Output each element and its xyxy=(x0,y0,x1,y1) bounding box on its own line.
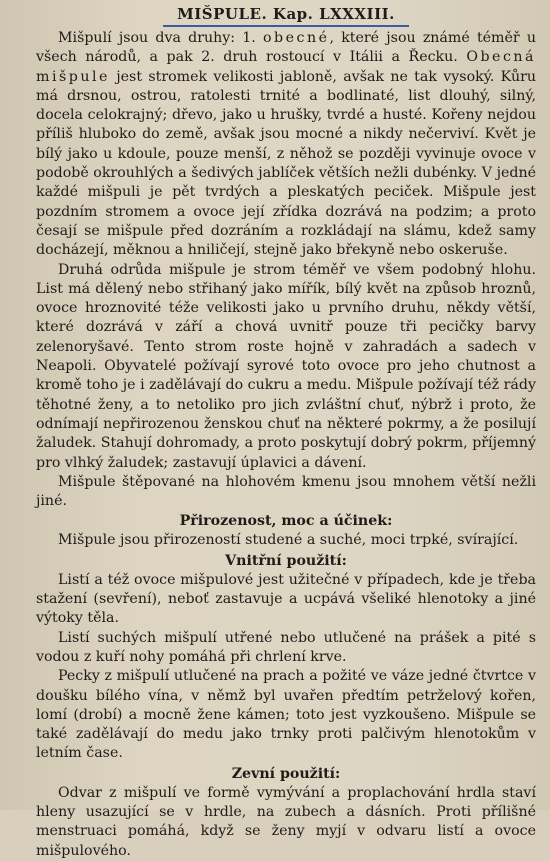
chapter-title xyxy=(163,5,409,27)
paragraph-intro-text-a: Mišpulí jsou dva druhy: 1. xyxy=(58,30,263,46)
chapter-title-row xyxy=(36,4,536,27)
paragraph-external: Odvar z mišpulí ve formě vymývání a proplachování hrdla staví hleny usazující se v hrdle, na zubech a dásních. Proti přílišné menstruaci pomáhá, když se ženy myjí v odvaru listí a ovoce mišpulového. xyxy=(36,784,536,859)
paragraph-intro-text-c: , které jsou známé téměř u všech národů, a pak 2. druh rostoucí v Itálii a Řecku. xyxy=(36,30,536,66)
chapter-title-name: MIŠPULE. xyxy=(177,5,268,23)
section-heading-external-use: Zevní použití: xyxy=(231,765,341,782)
section-heading-nature: Přirozenost, moc a účinek: xyxy=(179,513,393,530)
paragraph-nature: Mišpule jsou přirozeností studené a suché, moci trpké, svírající. xyxy=(58,532,519,549)
spaced-term-obecne: obecné xyxy=(263,30,330,46)
paragraph-grafted: Mišpule štěpované na hlohovém kmenu jsou mnohem větší nežli jiné. xyxy=(36,473,536,510)
section-heading-internal-use: Vnitřní použití: xyxy=(225,552,347,569)
paragraph-intro xyxy=(36,29,536,261)
spaced-term-obecna-mispule: Obecná mišpule xyxy=(36,49,536,85)
paragraph-internal-2: Listí suchých mišpulí utřené nebo utlučené na prášek a pité s vodou z kuří nohy pomáhá při chrlení krve. xyxy=(36,629,536,665)
chapter-number: Kap. LXXXIII. xyxy=(272,5,395,23)
paragraph-second-variety: Druhá odrůda mišpule je strom téměř ve všem podobný hlohu. List má dělený nebo střihaný jako mířík, bílý květ na způsob hroznů, ovoce hroznovité téže velikosti jako u prvního druhu, někdy větší, které dozrává v září a chová uvnitř pouze tři pecičky barvy zelenoryšavé. Tento strom roste hojně v zahradách a sadech v Neapoli. Obyvatelé požívají syrové toto ovoce pro jeho chutnost a kromě toho je i zadělávají do cukru a medu. Mišpule požívají též rády těhotné ženy, a to netoliko pro jich zvláštní chuť, nýbrž i proto, že odnímají nepřirozenou ženskou chuť na některé pokrmy, a že posilují žaludek. Stahují dohromady, a proto poskytují dobrý pokrm, příjemný pro vlhký žaludek; zastavují úplavici a dávení. xyxy=(36,261,536,471)
paragraph-internal-3: Pecky z mišpulí utlučené na prach a požité ve váze jedné čtvrtce v doušku bílého vína, v němž byl uvařen předtím petrželový kořen, lomí (drobí) a mocně žene kámen; toto jest vyzkoušeno. Mišpule se také zadělávají do medu jako trnky proti palčivým hlenotokům v letním čase. xyxy=(36,668,536,762)
paragraph-intro-text-e: jest stromek velikosti jabloně, avšak ne tak vysoký. Kůru má drsnou, ostrou, ratolesti trnité a bodlinaté, list dlouhý, silný, docela celokrajný; dřevo, jako u hrušky, tvrdé a husté. Kořeny nejdou příliš hluboko do země, avšak jsou mocné a nikdy nečerviví. Květ je bílý jako u kdoule, pouze menší, z něhož se později vyvinuje ovoce v podobě okrouhlých a šedivých jablíček větších nežli dubénky. V jedné každé mišpuli je pět tvrdých a pleskatých peciček. Mišpule jest pozdním stromem a ovoce její zřídka dozrává na podzim; a proto česají se mišpule před dozráním a rozkládají na slámu, kdež samy docházejí, měknou a hniličejí, stejně jako břekyně nebo oskeruše. xyxy=(36,68,536,259)
paragraph-internal-1: Listí a též ovoce mišpulové jest užitečné v případech, kde je třeba stažení (sevření), neboť zastavuje a ucpává všeliké hlenotoky a jiné výtoky těla. xyxy=(36,571,536,627)
